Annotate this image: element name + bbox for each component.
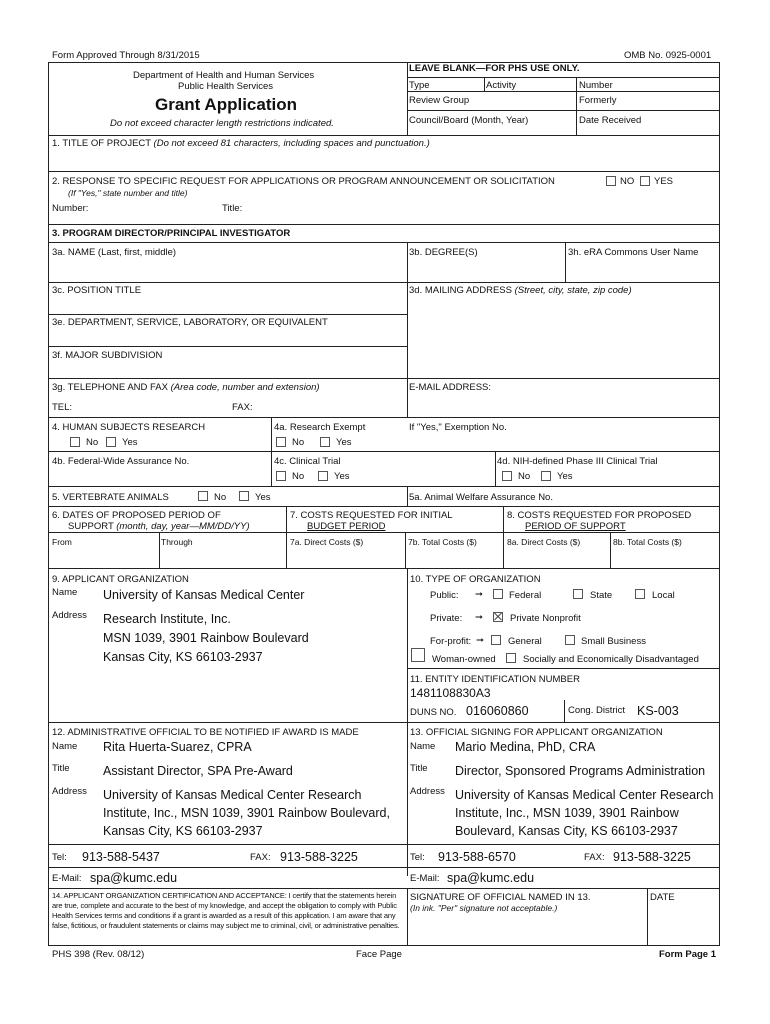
animals-yes-checkbox[interactable]	[239, 491, 249, 501]
org-address-line2[interactable]: MSN 1039, 3901 Rainbow Boulevard	[103, 631, 309, 645]
arrow-right-icon: ➞	[475, 612, 483, 623]
clinical-trial-yes-checkbox[interactable]	[318, 471, 328, 481]
pi-email-field[interactable]: E-MAIL ADDRESS:	[409, 382, 492, 393]
signature-note: (In ink. "Per" signature not acceptable.)	[410, 903, 558, 913]
mailing-address-label: 3d. MAILING ADDRESS	[409, 285, 512, 296]
duns-value[interactable]: 016060860	[466, 704, 529, 718]
project-title-field[interactable]	[52, 138, 430, 149]
woman-owned-label: Woman-owned	[432, 654, 496, 665]
phase3-yes-checkbox[interactable]	[541, 471, 551, 481]
certification-text: 14. APPLICANT ORGANIZATION CERTIFICATION AND ACCEPTANCE: I certify that the statements herein are true, complete and accurate to the best of my knowledge, and accept the obligation to comply with Public Health Services terms and conditions if a grant is awarded as a result of this application. I am aware that any false, fictitious, or fraudulent statements or claims may subject me to criminal, civil, or administrative penalties.	[52, 891, 400, 930]
signing-official-label: 13. OFFICIAL SIGNING FOR APPLICANT ORGANIZATION	[410, 727, 663, 738]
arrow-right-icon: ➞	[476, 635, 484, 646]
formerly-label: Formerly	[579, 95, 617, 106]
small-business-checkbox[interactable]	[565, 635, 575, 645]
dates-period-subheading	[68, 521, 250, 532]
exempt-no-checkbox[interactable]	[276, 437, 286, 447]
clinical-trial-no-label: No	[292, 471, 305, 482]
department-name: Department of Health and Human Services	[133, 70, 315, 81]
exemption-number-field[interactable]: If "Yes," Exemption No.	[409, 422, 507, 433]
cong-district-label: Cong. District	[568, 705, 626, 716]
council-board-label: Council/Board (Month, Year)	[409, 115, 529, 126]
admin-fax-value[interactable]: 913-588-3225	[280, 850, 358, 864]
disadvantaged-checkbox[interactable]	[506, 653, 516, 663]
federal-label: Federal	[509, 590, 542, 601]
woman-owned-checkbox[interactable]	[411, 648, 425, 662]
budget-period-label: BUDGET PERIOD	[307, 521, 386, 532]
pi-fax-field[interactable]: FAX:	[232, 402, 253, 413]
org-type-label: 10. TYPE OF ORGANIZATION	[410, 574, 541, 585]
entity-id-label: 11. ENTITY IDENTIFICATION NUMBER	[410, 674, 580, 685]
signer-address-line1[interactable]: University of Kansas Medical Center Research	[455, 788, 714, 802]
federal-checkbox[interactable]	[493, 589, 503, 599]
phase3-yes-label: Yes	[557, 471, 573, 482]
clinical-trial-no-checkbox[interactable]	[276, 471, 286, 481]
signer-fax-value[interactable]: 913-588-3225	[613, 850, 691, 864]
admin-email-value[interactable]: spa@kumc.edu	[90, 871, 178, 885]
number-label: Number	[579, 80, 613, 91]
period-from-field[interactable]: From	[52, 537, 72, 547]
signer-tel-value[interactable]: 913-588-6570	[438, 850, 516, 864]
signer-fax-label: FAX:	[584, 852, 605, 863]
response-yes-label: YES	[654, 176, 674, 187]
signer-title-label: Title	[410, 763, 428, 774]
major-subdivision-field[interactable]: 3f. MAJOR SUBDIVISION	[52, 350, 163, 361]
agency-name: Public Health Services	[178, 81, 274, 92]
period-through-field[interactable]: Through	[161, 537, 193, 547]
response-number-label: Number:	[52, 203, 89, 214]
admin-address-line2[interactable]: Institute, Inc., MSN 1039, 3901 Rainbow Boulevard,	[103, 806, 390, 820]
response-request-label: 2. RESPONSE TO SPECIFIC REQUEST FOR APPLICATIONS OR PROGRAM ANNOUNCEMENT OR SOLICITATION	[52, 176, 555, 187]
response-yes-checkbox[interactable]	[640, 176, 650, 186]
date-label: DATE	[650, 892, 675, 903]
leave-blank-heading: LEAVE BLANK—FOR PHS USE ONLY.	[409, 63, 580, 74]
local-checkbox[interactable]	[635, 589, 645, 599]
cong-district-value[interactable]: KS-003	[637, 704, 679, 718]
response-no-checkbox[interactable]	[606, 176, 616, 186]
duns-label: DUNS NO.	[410, 707, 457, 718]
form-approved-text: Form Approved Through 8/31/2015	[52, 50, 200, 61]
omb-number: OMB No. 0925-0001	[624, 50, 712, 61]
signature-field[interactable]	[408, 915, 646, 943]
exempt-yes-label: Yes	[336, 437, 352, 448]
animals-no-checkbox[interactable]	[198, 491, 208, 501]
dates-period-label: 6. DATES OF PROPOSED PERIOD OF	[52, 510, 221, 521]
admin-official-label: 12. ADMINISTRATIVE OFFICIAL TO BE NOTIFIED IF AWARD IS MADE	[52, 727, 359, 738]
exempt-no-label: No	[292, 437, 305, 448]
department-field[interactable]: 3e. DEPARTMENT, SERVICE, LABORATORY, OR EQUIVALENT	[52, 317, 328, 328]
org-address-line3[interactable]: Kansas City, KS 66103-2937	[103, 650, 263, 664]
org-name-value[interactable]: University of Kansas Medical Center	[103, 588, 305, 602]
signer-tel-label: Tel:	[410, 852, 425, 863]
position-title-field[interactable]: 3c. POSITION TITLE	[52, 285, 142, 296]
small-business-label: Small Business	[581, 636, 646, 647]
org-address-line1[interactable]: Research Institute, Inc.	[103, 612, 231, 626]
telephone-fax-label: 3g. TELEPHONE AND FAX	[52, 382, 168, 393]
character-limit-note: Do not exceed character length restrictions indicated.	[110, 118, 334, 129]
initial-total-costs-field[interactable]: 7b. Total Costs ($)	[408, 537, 477, 547]
dates-support-label: SUPPORT	[68, 521, 114, 532]
private-nonprofit-label: Private Nonprofit	[510, 613, 581, 624]
proposed-direct-costs-field[interactable]: 8a. Direct Costs ($)	[507, 537, 581, 547]
human-subjects-no-checkbox[interactable]	[70, 437, 80, 447]
admin-address-line3[interactable]: Kansas City, KS 66103-2937	[103, 824, 263, 838]
clinical-trial-yes-label: Yes	[334, 471, 350, 482]
signer-address-label: Address	[410, 786, 445, 797]
activity-label: Activity	[486, 80, 517, 91]
mailing-address-field[interactable]	[409, 285, 632, 296]
state-label: State	[590, 590, 613, 601]
date-received-label: Date Received	[579, 115, 642, 126]
project-title-label: 1. TITLE OF PROJECT	[52, 138, 151, 149]
entity-id-value[interactable]: 1481108830A3	[410, 686, 491, 700]
admin-title-label: Title	[52, 763, 70, 774]
for-profit-label: For-profit:	[430, 636, 472, 647]
signer-name-label: Name	[410, 741, 436, 752]
admin-email-label: E-Mail:	[52, 873, 82, 884]
mailing-address-note: (Street, city, state, zip code)	[514, 285, 632, 296]
public-label: Public:	[430, 590, 459, 601]
pi-tel-field[interactable]: TEL:	[52, 402, 73, 413]
pd-pi-heading: 3. PROGRAM DIRECTOR/PRINCIPAL INVESTIGATOR	[52, 228, 291, 239]
response-title-label: Title:	[222, 203, 243, 214]
phase3-trial-label: 4d. NIH-defined Phase III Clinical Trial	[497, 456, 658, 467]
exempt-yes-checkbox[interactable]	[320, 437, 330, 447]
form-title: Grant Application	[155, 95, 297, 114]
era-commons-field[interactable]: 3h. eRA Commons User Name	[568, 247, 699, 258]
general-checkbox[interactable]	[491, 635, 501, 645]
pi-degree-field[interactable]: 3b. DEGREE(S)	[409, 247, 478, 258]
dates-format-note: (month, day, year—MM/DD/YY)	[116, 521, 250, 532]
admin-name-label: Name	[52, 741, 78, 752]
pi-name-field[interactable]: 3a. NAME (Last, first, middle)	[52, 247, 177, 258]
disadvantaged-label: Socially and Economically Disadvantaged	[523, 654, 699, 665]
fwa-number-field[interactable]: 4b. Federal-Wide Assurance No.	[52, 456, 190, 467]
private-label: Private:	[430, 613, 463, 624]
phase3-no-label: No	[518, 471, 531, 482]
human-subjects-no-label: No	[86, 437, 99, 448]
admin-tel-label: Tel:	[52, 852, 67, 863]
signature-label: SIGNATURE OF OFFICIAL NAMED IN 13.	[410, 892, 591, 903]
review-group-label: Review Group	[409, 95, 470, 106]
signer-name-value[interactable]: Mario Medina, PhD, CRA	[455, 740, 596, 754]
form-page-number: Form Page 1	[659, 949, 717, 960]
period-of-support-label: PERIOD OF SUPPORT	[525, 521, 626, 532]
form-number: PHS 398 (Rev. 08/12)	[52, 949, 145, 960]
signer-address-line3[interactable]: Boulevard, Kansas City, KS 66103-2937	[455, 824, 678, 838]
animals-yes-label: Yes	[255, 492, 271, 503]
admin-address-label: Address	[52, 786, 87, 797]
arrow-right-icon: ➞	[475, 589, 483, 600]
private-nonprofit-checkbox[interactable]	[493, 612, 503, 622]
proposed-total-costs-field[interactable]: 8b. Total Costs ($)	[613, 537, 682, 547]
face-page-label: Face Page	[356, 949, 402, 960]
org-address-label: Address	[52, 610, 87, 621]
admin-fax-label: FAX:	[250, 852, 271, 863]
type-label: Type	[409, 80, 430, 91]
project-title-note: (Do not exceed 81 characters, including spaces and punctuation.)	[153, 138, 430, 149]
signer-address-line2[interactable]: Institute, Inc., MSN 1039, 3901 Rainbow	[455, 806, 679, 820]
response-no-label: NO	[620, 176, 635, 187]
human-subjects-label: 4. HUMAN SUBJECTS RESEARCH	[52, 422, 206, 433]
state-checkbox[interactable]	[573, 589, 583, 599]
phase3-no-checkbox[interactable]	[502, 471, 512, 481]
date-field[interactable]	[649, 905, 718, 943]
animal-welfare-field[interactable]: 5a. Animal Welfare Assurance No.	[409, 492, 553, 503]
response-note: (If "Yes," state number and title)	[68, 188, 188, 198]
admin-title-value[interactable]: Assistant Director, SPA Pre-Award	[103, 764, 293, 778]
signer-title-value[interactable]: Director, Sponsored Programs Administration	[455, 764, 706, 778]
costs-initial-label: 7. COSTS REQUESTED FOR INITIAL	[290, 510, 453, 521]
clinical-trial-label: 4c. Clinical Trial	[274, 456, 341, 467]
telephone-fax-note: (Area code, number and extension)	[170, 382, 320, 393]
human-subjects-yes-checkbox[interactable]	[106, 437, 116, 447]
org-name-label: Name	[52, 587, 78, 598]
costs-proposed-label: 8. COSTS REQUESTED FOR PROPOSED	[507, 510, 692, 521]
human-subjects-yes-label: Yes	[122, 437, 138, 448]
initial-direct-costs-field[interactable]: 7a. Direct Costs ($)	[290, 537, 364, 547]
admin-tel-value[interactable]: 913-588-5437	[82, 850, 160, 864]
admin-name-value[interactable]: Rita Huerta-Suarez, CPRA	[103, 740, 252, 754]
vertebrate-animals-label: 5. VERTEBRATE ANIMALS	[52, 492, 169, 503]
signer-email-label: E-Mail:	[410, 873, 440, 884]
general-label: General	[508, 636, 542, 647]
signer-email-value[interactable]: spa@kumc.edu	[447, 871, 535, 885]
animals-no-label: No	[214, 492, 227, 503]
research-exempt-label: 4a. Research Exempt	[274, 422, 366, 433]
local-label: Local	[652, 590, 675, 601]
admin-address-line1[interactable]: University of Kansas Medical Center Research	[103, 788, 362, 802]
applicant-org-label: 9. APPLICANT ORGANIZATION	[52, 574, 189, 585]
telephone-fax-heading	[52, 382, 320, 393]
